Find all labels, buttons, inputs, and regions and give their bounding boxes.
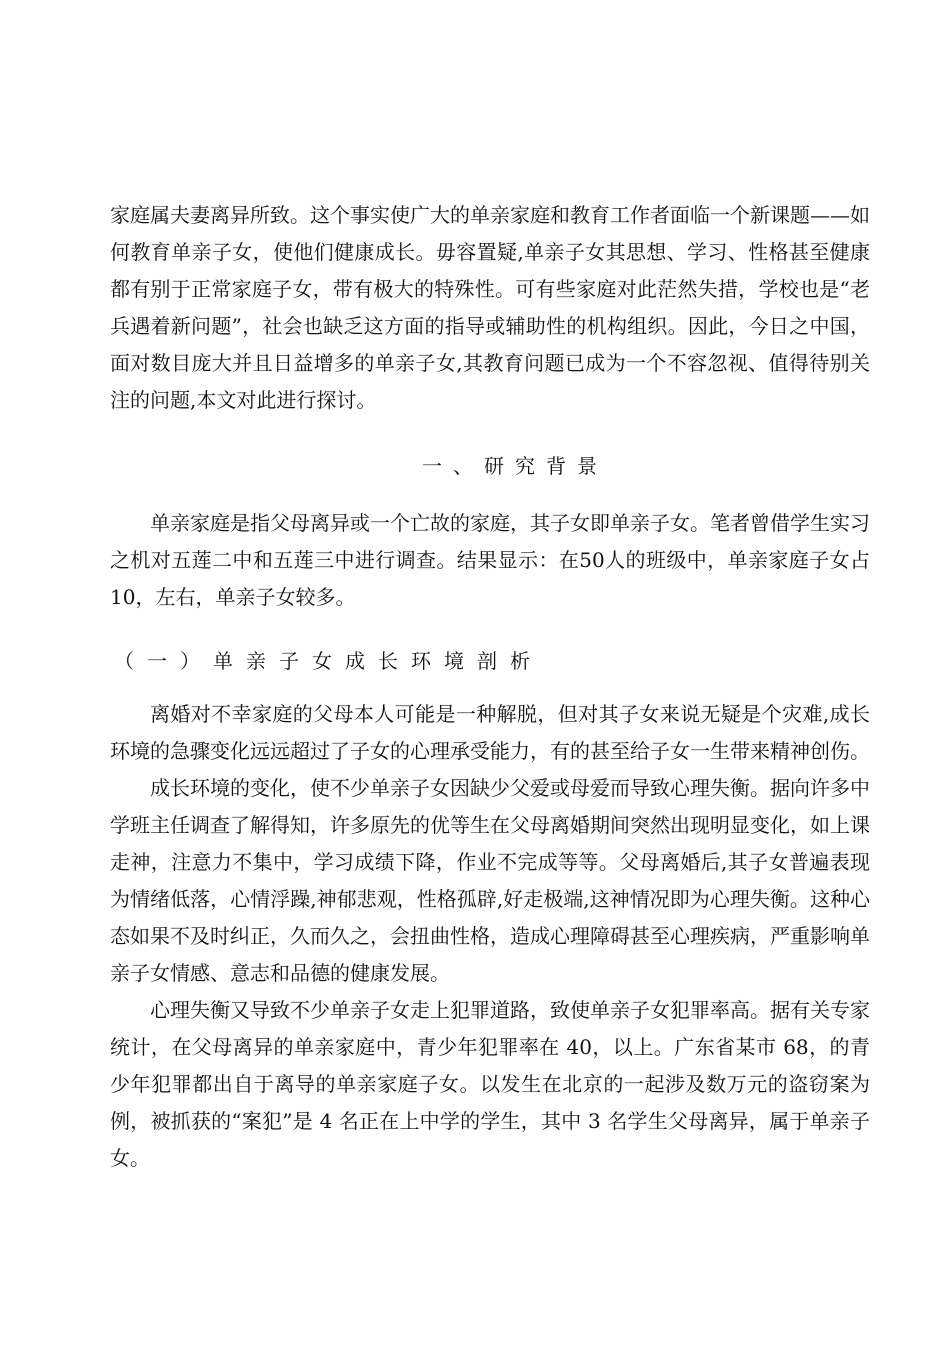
intro-paragraph: 家庭属夫妻离异所致。这个事实使广大的单亲家庭和教育工作者面临一个新课题——如何教育单亲子女，使他们健康成长。毋容置疑,单亲子女其思想、学习、性格甚至健康都有别于正常家庭子女，带有极大的特殊性。可有些家庭对此茫然失措，学校也是“老兵遇着新问题”，社会也缺乏这方面的指导或辅助性的机构组织。因此，今日之中国，面对数目庞大并且日益增多的单亲子女,其教育问题已成为一个不容忽视、值得待别关注的问题,本文对此进行探讨。: [110, 203, 870, 412]
body-paragraph: 成长环境的变化，使不少单亲子女因缺少父爱或母爱而导致心理失衡。据向许多中学班主任调查了解得知，许多原先的优等生在父母离婚期间突然出现明显变化，如上课走神，注意力不集中，学习成绩下降，作业不完成等等。父母离婚后,其子女普遍表现为情绪低落，心情浮躁,神郁悲观，性格孤辟,好走极端,这神情况即为心理失衡。这种心态如果不及时纠正，久而久之，会扭曲性格，造成心理障碍甚至心理疾病，严重影响单亲子女情感、意志和品德的健康发展。: [110, 776, 870, 985]
section-heading-research-background: 一、研究背景: [422, 454, 608, 478]
section-paragraph: 单亲家庭是指父母离异或一个亡故的家庭，其子女即单亲子女。笔者曾借学生实习之机对五莲二中和五莲三中进行调查。结果显示：在50人的班级中，单亲家庭子女占 10，左右，单亲子女较多。: [110, 511, 870, 609]
body-paragraph: 心理失衡又导致不少单亲子女走上犯罪道路，致使单亲子女犯罪率高。据有关专家统计，在父母离异的单亲家庭中，青少年犯罪率在 40，以上。广东省某市 68，的青少年犯罪都出自于离导的单亲家庭子女。以发生在北京的一起涉及数万元的盗窃案为例，被抓获的“案犯”是 4 名正在上中学的学生，其中 3 名学生父母离异，属于单亲子女。: [110, 998, 870, 1170]
document-page: [110, 197, 870, 1177]
body-paragraph: 离婚对不幸家庭的父母本人可能是一种解脱，但对其子女来说无疑是个灾难,成长环境的急骤变化远远超过了子女的心理承受能力，有的甚至给子女一生带来精神创伤。: [110, 702, 870, 763]
subsection-heading-growth-environment: （一）单亲子女成长环境剖析: [114, 649, 543, 673]
